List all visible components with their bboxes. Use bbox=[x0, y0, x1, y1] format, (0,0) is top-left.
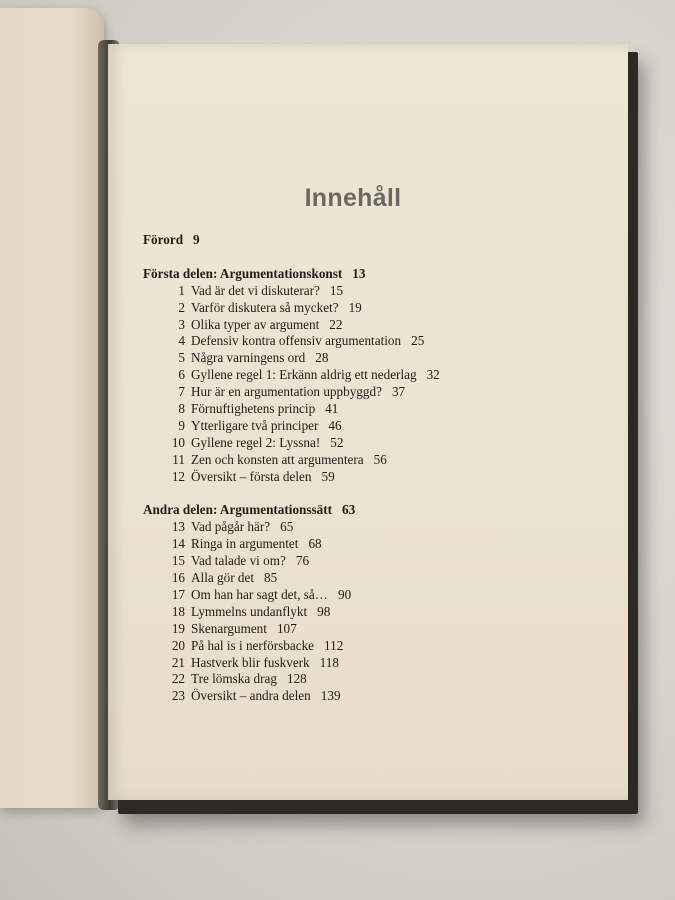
chapter-title: Ytterligare två principer bbox=[191, 417, 319, 433]
chapter-page: 37 bbox=[391, 384, 406, 400]
chapter-title: Lymmelns undanflykt bbox=[191, 603, 308, 619]
chapter-number: 12 bbox=[171, 468, 185, 484]
chapter-number: 2 bbox=[178, 299, 185, 315]
chapter-page: 118 bbox=[319, 654, 339, 670]
chapter-entry bbox=[143, 536, 322, 552]
chapter-number: 13 bbox=[171, 519, 185, 535]
chapter-number: 18 bbox=[171, 603, 185, 619]
foreword-page: 9 bbox=[193, 232, 200, 247]
chapter-number: 17 bbox=[171, 586, 185, 602]
chapter-title: På hal is i nerförsbacke bbox=[191, 637, 315, 653]
chapter-title: Olika typer av argument bbox=[191, 316, 320, 332]
chapter-title: Gyllene regel 2: Lyssna! bbox=[191, 434, 321, 450]
chapter-number: 5 bbox=[178, 350, 185, 366]
chapter-title: Vad talade vi om? bbox=[191, 553, 286, 569]
chapter-title: Om han har sagt det, så… bbox=[191, 586, 328, 602]
chapter-number: 8 bbox=[178, 401, 185, 416]
chapter-number: 20 bbox=[171, 637, 185, 653]
chapter-page: 59 bbox=[321, 468, 335, 484]
chapter-number: 9 bbox=[178, 417, 185, 433]
chapter-number: 7 bbox=[178, 384, 185, 400]
chapter-entry bbox=[143, 638, 343, 654]
chapter-number: 14 bbox=[171, 536, 185, 552]
chapter-title: Varför diskutera så mycket? bbox=[191, 299, 339, 315]
chapter-title: Vad pågår här? bbox=[191, 519, 271, 535]
foreword-entry bbox=[143, 232, 200, 248]
chapter-title: Gyllene regel 1: Erkänn aldrig ett nederlag bbox=[191, 367, 417, 383]
chapter-entry bbox=[143, 570, 277, 586]
chapter-number: 6 bbox=[178, 367, 185, 383]
chapter-entry bbox=[143, 688, 341, 704]
chapter-page: 85 bbox=[264, 570, 278, 585]
chapter-title: Hur är en argumentation uppbyggd? bbox=[191, 384, 382, 400]
chapter-page: 76 bbox=[295, 553, 310, 569]
chapter-entry bbox=[143, 621, 297, 637]
chapter-number: 22 bbox=[171, 671, 185, 687]
chapter-entry bbox=[143, 587, 351, 603]
chapter-title: Ringa in argumentet bbox=[191, 536, 299, 552]
chapter-page: 52 bbox=[330, 434, 344, 450]
chapter-entry bbox=[143, 435, 343, 451]
chapter-title: Skenargument bbox=[191, 620, 267, 636]
chapter-page: 98 bbox=[317, 603, 331, 619]
chapter-entry bbox=[143, 519, 293, 535]
chapter-number: 3 bbox=[178, 316, 185, 332]
chapter-page: 46 bbox=[328, 417, 342, 433]
chapter-entry bbox=[143, 401, 338, 417]
chapter-entry bbox=[143, 604, 330, 620]
chapter-title: Defensiv kontra offensiv argumentation bbox=[191, 333, 402, 349]
chapter-number: 11 bbox=[172, 451, 185, 467]
chapter-entry bbox=[143, 300, 362, 316]
chapter-title: Översikt – första delen bbox=[191, 468, 312, 484]
chapter-page: 90 bbox=[337, 586, 352, 602]
chapter-entry bbox=[143, 367, 440, 383]
chapter-page: 65 bbox=[280, 519, 294, 535]
page-title: Innehåll bbox=[304, 184, 402, 212]
chapter-page: 107 bbox=[276, 620, 297, 636]
part-heading bbox=[143, 266, 365, 282]
chapter-number: 23 bbox=[171, 688, 185, 704]
chapter-page: 128 bbox=[286, 671, 307, 687]
chapter-entry bbox=[143, 350, 328, 366]
contents-page bbox=[108, 44, 628, 800]
chapter-entry bbox=[143, 317, 342, 333]
chapter-entry bbox=[143, 452, 387, 468]
chapter-entry bbox=[143, 418, 342, 434]
chapter-page: 68 bbox=[308, 536, 322, 552]
chapter-title: Hastverk blir fuskverk bbox=[191, 654, 310, 670]
chapter-number: 19 bbox=[171, 620, 185, 636]
part-title: Första delen: Argumentationskonst bbox=[143, 265, 343, 281]
chapter-page: 22 bbox=[329, 316, 343, 332]
chapter-number: 4 bbox=[178, 333, 185, 349]
part-heading bbox=[143, 502, 355, 518]
chapter-number: 10 bbox=[171, 434, 185, 450]
chapter-entry bbox=[143, 333, 424, 349]
chapter-title: Några varningens ord bbox=[191, 350, 306, 366]
foreword-label: Förord bbox=[143, 232, 184, 247]
chapter-entry bbox=[143, 671, 307, 687]
chapter-title: Alla gör det bbox=[191, 570, 254, 585]
chapter-page: 25 bbox=[411, 333, 425, 349]
chapter-page: 15 bbox=[329, 282, 344, 298]
chapter-page: 28 bbox=[315, 350, 329, 366]
chapter-entry bbox=[143, 384, 405, 400]
chapter-page: 56 bbox=[373, 451, 387, 467]
part-page: 13 bbox=[352, 265, 366, 281]
chapter-page: 139 bbox=[320, 688, 341, 704]
chapter-entry bbox=[143, 283, 343, 299]
chapter-title: Förnuftighetens princip bbox=[191, 401, 316, 416]
chapter-entry bbox=[143, 655, 339, 671]
chapter-entry bbox=[143, 469, 335, 485]
chapter-entry bbox=[143, 553, 309, 569]
chapter-page: 112 bbox=[324, 637, 344, 653]
chapter-title: Zen och konsten att argumentera bbox=[191, 451, 364, 467]
chapter-title: Vad är det vi diskuterar? bbox=[191, 282, 320, 298]
chapter-number: 21 bbox=[171, 654, 185, 670]
chapter-number: 16 bbox=[171, 570, 185, 585]
left-page bbox=[0, 8, 104, 808]
chapter-page: 19 bbox=[348, 299, 362, 315]
chapter-number: 15 bbox=[171, 553, 185, 569]
part-page: 63 bbox=[342, 502, 356, 518]
chapter-title: Tre lömska drag bbox=[191, 671, 277, 687]
chapter-page: 41 bbox=[325, 401, 339, 416]
chapter-number: 1 bbox=[178, 282, 185, 298]
part-title: Andra delen: Argumentationssätt bbox=[143, 502, 333, 518]
chapter-title: Översikt – andra delen bbox=[191, 688, 311, 704]
chapter-page: 32 bbox=[426, 367, 440, 383]
